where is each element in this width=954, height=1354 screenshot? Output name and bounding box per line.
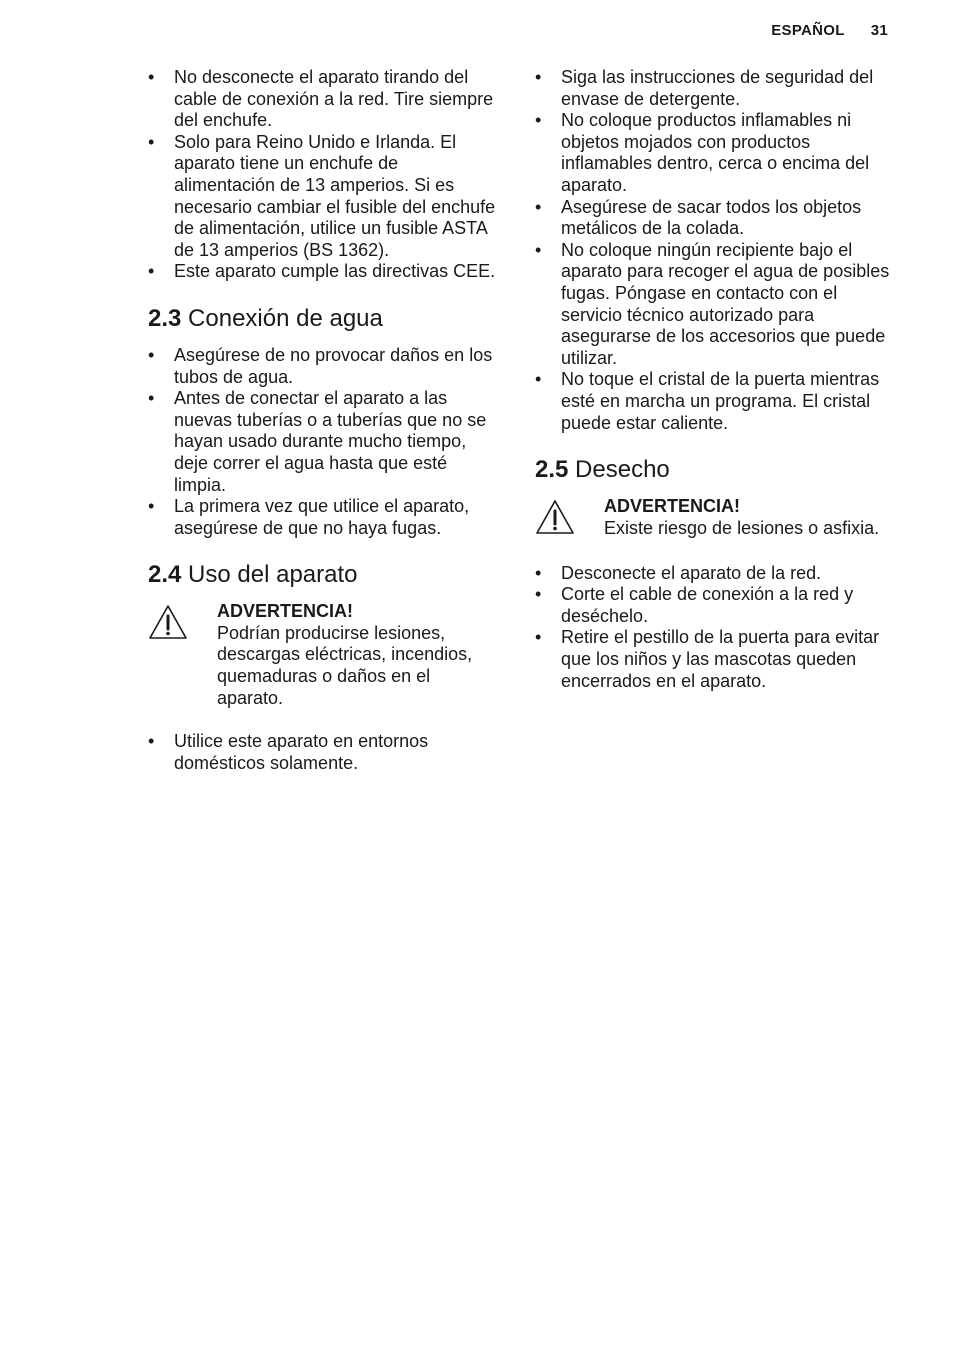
section-number: 2.3 [148,304,182,332]
list-item: • Siga las instrucciones de seguridad del envase de detergente. [535,67,891,110]
warning-title: ADVERTENCIA! [217,601,354,622]
warning-content [604,496,879,541]
disposal-list [535,563,891,693]
list-item: • Retire el pestillo de la puerta para evitar que los niños y las mascotas queden encerrados en el aparato. [535,627,891,692]
list-item: • No coloque productos inflamables ni objetos mojados con productos inflamables dentro, cerca o encima del aparato. [535,110,891,196]
list-item: • Antes de conectar el aparato a las nuevas tuberías o a tuberías que no se hayan usado durante mucho tiempo, deje correr el agua hasta que esté limpia. [148,388,500,496]
list-item: • Asegúrese de no provocar daños en los tubos de agua. [148,345,500,388]
list-item: • Solo para Reino Unido e Irlanda. El aparato tiene un enchufe de alimentación de 13 amperios. Si es necesario cambiar el fusible del enchufe de alimentación, utilice un fusible ASTA de 13 amperios (BS 1362). [148,132,500,262]
section-title: Conexión de agua [188,304,383,332]
right-column [535,67,891,692]
warning-box [535,496,891,541]
left-column [148,67,500,774]
appliance-use-list [148,731,500,774]
warning-text: Podrían producirse lesiones, descargas eléctricas, incendios, quemaduras o daños en el aparato. [217,622,473,708]
section-heading-2-4 [148,561,500,589]
list-item: • Corte el cable de conexión a la red y deséchelo. [535,584,891,627]
list-item: • La primera vez que utilice el aparato, asegúrese de que no haya fugas. [148,496,500,539]
warning-content [217,601,500,709]
section-heading-2-5 [535,456,891,484]
list-item: • Desconecte el aparato de la red. [535,563,891,585]
section-heading-2-3 [148,305,500,333]
section-title: Uso del aparato [188,561,358,589]
water-connection-list [148,345,500,539]
section-number: 2.5 [535,456,569,484]
warning-triangle-icon [148,601,217,709]
list-item: • Este aparato cumple las directivas CEE. [148,261,500,283]
left-intro-list [148,67,500,283]
warning-title: ADVERTENCIA! [604,496,741,517]
warning-box [148,601,500,709]
section-title: Desecho [575,456,670,484]
warning-text: Existe riesgo de lesiones o asfixia. [604,517,880,538]
right-intro-list [535,67,891,434]
list-item: • Asegúrese de sacar todos los objetos metálicos de la colada. [535,197,891,240]
list-item: • Utilice este aparato en entornos domésticos solamente. [148,731,500,774]
page-header [771,22,888,39]
list-item: • No toque el cristal de la puerta mientras esté en marcha un programa. El cristal puede estar caliente. [535,369,891,434]
list-item: • No coloque ningún recipiente bajo el aparato para recoger el agua de posibles fugas. Póngase en contacto con el servicio técnico autorizado para asegurarse de los accesorios que puede utilizar. [535,240,891,370]
header-language: ESPAÑOL [771,22,845,39]
section-number: 2.4 [148,561,182,589]
warning-triangle-icon [535,496,604,541]
page-number: 31 [870,22,888,39]
list-item: • No desconecte el aparato tirando del cable de conexión a la red. Tire siempre del enchufe. [148,67,500,132]
